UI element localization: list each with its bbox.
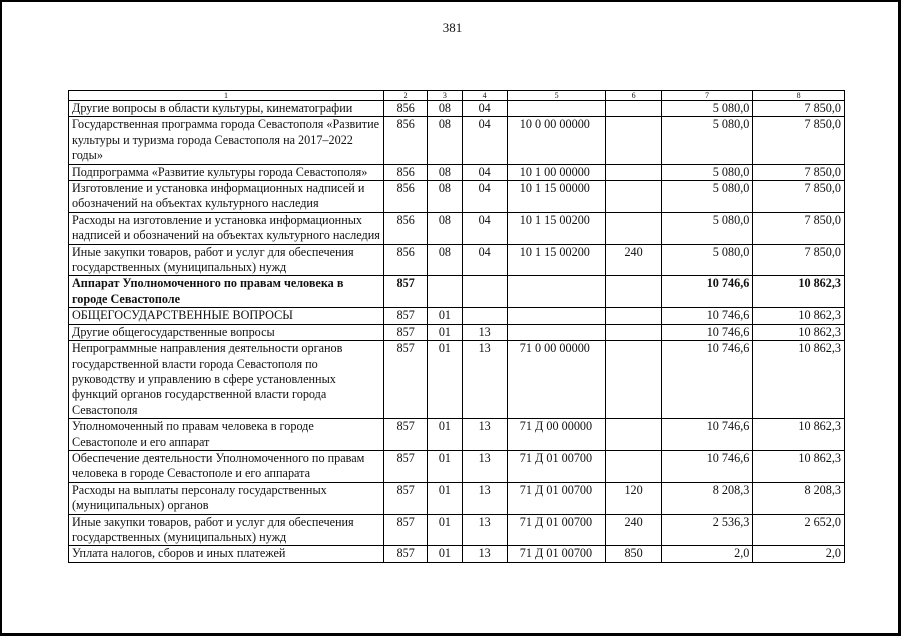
- row-description: Аппарат Уполномоченного по правам человека в городе Севастополе: [69, 276, 384, 308]
- column-number-row: [69, 91, 845, 101]
- expense-type-code: [606, 341, 661, 419]
- amount-year-2: 7 850,0: [753, 101, 845, 117]
- table-row: [69, 244, 845, 276]
- row-description: Непрограммные направления деятельности органов государственной власти города Севастополя по руководству и управлению в сфере установленных функций органов государственной власти города Севастополя: [69, 341, 384, 419]
- target-article-code: [507, 308, 606, 324]
- row-description: ОБЩЕГОСУДАРСТВЕННЫЕ ВОПРОСЫ: [69, 308, 384, 324]
- table-row: [69, 181, 845, 213]
- table-row: [69, 514, 845, 546]
- row-description: Уплата налогов, сборов и иных платежей: [69, 546, 384, 562]
- amount-year-2: 7 850,0: [753, 244, 845, 276]
- target-article-code: 10 1 00 00000: [507, 164, 606, 180]
- target-article-code: 10 1 15 00200: [507, 244, 606, 276]
- amount-year-2: 10 862,3: [753, 419, 845, 451]
- amount-year-1: 10 746,6: [661, 341, 753, 419]
- row-description: Расходы на выплаты персоналу государственных (муниципальных) органов: [69, 482, 384, 514]
- column-number: 3: [428, 91, 462, 101]
- budget-table: [68, 90, 845, 563]
- amount-year-2: 2 652,0: [753, 514, 845, 546]
- expense-type-code: [606, 101, 661, 117]
- expense-type-code: 240: [606, 514, 661, 546]
- section-code: 08: [428, 101, 462, 117]
- table-row: [69, 164, 845, 180]
- column-number: 8: [753, 91, 845, 101]
- target-article-code: 71 Д 01 00700: [507, 450, 606, 482]
- subsection-code: [462, 308, 507, 324]
- expense-type-code: [606, 117, 661, 164]
- section-code: 01: [428, 450, 462, 482]
- expense-type-code: 240: [606, 244, 661, 276]
- amount-year-2: 7 850,0: [753, 212, 845, 244]
- table-row: [69, 482, 845, 514]
- subsection-code: 13: [462, 324, 507, 340]
- page-number: 381: [442, 20, 463, 35]
- target-article-code: 71 Д 00 00000: [507, 419, 606, 451]
- expense-type-code: [606, 276, 661, 308]
- column-number: 4: [462, 91, 507, 101]
- ministry-code: 856: [384, 244, 428, 276]
- expense-type-code: [606, 324, 661, 340]
- row-description: Изготовление и установка информационных надписей и обозначений на объектах культурного наследия: [69, 181, 384, 213]
- amount-year-2: 7 850,0: [753, 164, 845, 180]
- column-number: 6: [606, 91, 661, 101]
- amount-year-1: 5 080,0: [661, 101, 753, 117]
- row-description: Подпрограмма «Развитие культуры города Севастополя»: [69, 164, 384, 180]
- ministry-code: 857: [384, 450, 428, 482]
- row-description: Иные закупки товаров, работ и услуг для обеспечения государственных (муниципальных) нужд: [69, 244, 384, 276]
- row-description: Государственная программа города Севастополя «Развитие культуры и туризма города Севастополя на 2017–2022 годы»: [69, 117, 384, 164]
- ministry-code: 856: [384, 212, 428, 244]
- section-code: 01: [428, 308, 462, 324]
- subsection-code: 13: [462, 514, 507, 546]
- amount-year-1: 5 080,0: [661, 117, 753, 164]
- row-description: Иные закупки товаров, работ и услуг для обеспечения государственных (муниципальных) нужд: [69, 514, 384, 546]
- expense-type-code: [606, 419, 661, 451]
- amount-year-1: 10 746,6: [661, 308, 753, 324]
- table-row: [69, 117, 845, 164]
- column-number: 1: [69, 91, 384, 101]
- amount-year-1: 8 208,3: [661, 482, 753, 514]
- amount-year-1: 10 746,6: [661, 324, 753, 340]
- table-row: [69, 276, 845, 308]
- ministry-code: 857: [384, 341, 428, 419]
- amount-year-2: 10 862,3: [753, 308, 845, 324]
- amount-year-1: 2,0: [661, 546, 753, 562]
- row-description: Обеспечение деятельности Уполномоченного по правам человека в городе Севастополе и его аппарата: [69, 450, 384, 482]
- subsection-code: 13: [462, 450, 507, 482]
- ministry-code: 856: [384, 181, 428, 213]
- ministry-code: 857: [384, 419, 428, 451]
- target-article-code: 71 0 00 00000: [507, 341, 606, 419]
- ministry-code: 856: [384, 117, 428, 164]
- section-code: 08: [428, 212, 462, 244]
- amount-year-2: 10 862,3: [753, 341, 845, 419]
- expense-type-code: 120: [606, 482, 661, 514]
- amount-year-1: 10 746,6: [661, 450, 753, 482]
- section-code: [428, 276, 462, 308]
- column-number: 7: [661, 91, 753, 101]
- expense-type-code: [606, 212, 661, 244]
- subsection-code: 04: [462, 164, 507, 180]
- amount-year-1: 5 080,0: [661, 164, 753, 180]
- row-description: Расходы на изготовление и установка информационных надписей и обозначений на объектах культурного наследия: [69, 212, 384, 244]
- section-code: 01: [428, 482, 462, 514]
- target-article-code: 10 0 00 00000: [507, 117, 606, 164]
- expense-type-code: [606, 164, 661, 180]
- subsection-code: 13: [462, 419, 507, 451]
- target-article-code: 10 1 15 00200: [507, 212, 606, 244]
- target-article-code: [507, 276, 606, 308]
- section-code: 08: [428, 164, 462, 180]
- subsection-code: 04: [462, 117, 507, 164]
- amount-year-1: 5 080,0: [661, 181, 753, 213]
- amount-year-2: 8 208,3: [753, 482, 845, 514]
- column-number: 5: [507, 91, 606, 101]
- table-row: [69, 212, 845, 244]
- row-description: Другие общегосударственные вопросы: [69, 324, 384, 340]
- amount-year-2: 7 850,0: [753, 117, 845, 164]
- target-article-code: [507, 101, 606, 117]
- table-row: [69, 341, 845, 419]
- target-article-code: 71 Д 01 00700: [507, 514, 606, 546]
- amount-year-2: 7 850,0: [753, 181, 845, 213]
- section-code: 08: [428, 117, 462, 164]
- table-row: [69, 419, 845, 451]
- ministry-code: 857: [384, 546, 428, 562]
- section-code: 08: [428, 244, 462, 276]
- target-article-code: 71 Д 01 00700: [507, 546, 606, 562]
- column-number: 2: [384, 91, 428, 101]
- subsection-code: 13: [462, 341, 507, 419]
- expense-type-code: [606, 308, 661, 324]
- section-code: 01: [428, 514, 462, 546]
- subsection-code: 04: [462, 101, 507, 117]
- target-article-code: [507, 324, 606, 340]
- ministry-code: 857: [384, 308, 428, 324]
- ministry-code: 857: [384, 324, 428, 340]
- table-row: [69, 450, 845, 482]
- table-row: [69, 101, 845, 117]
- ministry-code: 857: [384, 482, 428, 514]
- ministry-code: 856: [384, 101, 428, 117]
- row-description: Другие вопросы в области культуры, кинематографии: [69, 101, 384, 117]
- subsection-code: 13: [462, 482, 507, 514]
- ministry-code: 857: [384, 276, 428, 308]
- section-code: 08: [428, 181, 462, 213]
- table-row: [69, 308, 845, 324]
- amount-year-1: 2 536,3: [661, 514, 753, 546]
- subsection-code: 04: [462, 181, 507, 213]
- amount-year-2: 10 862,3: [753, 450, 845, 482]
- section-code: 01: [428, 324, 462, 340]
- amount-year-1: 5 080,0: [661, 244, 753, 276]
- amount-year-2: 10 862,3: [753, 324, 845, 340]
- amount-year-1: 10 746,6: [661, 419, 753, 451]
- target-article-code: 71 Д 01 00700: [507, 482, 606, 514]
- expense-type-code: [606, 181, 661, 213]
- budget-table-body: [69, 91, 845, 563]
- amount-year-1: 5 080,0: [661, 212, 753, 244]
- amount-year-2: 2,0: [753, 546, 845, 562]
- subsection-code: 04: [462, 244, 507, 276]
- expense-type-code: [606, 450, 661, 482]
- target-article-code: 10 1 15 00000: [507, 181, 606, 213]
- row-description: Уполномоченный по правам человека в городе Севастополе и его аппарат: [69, 419, 384, 451]
- subsection-code: 04: [462, 212, 507, 244]
- table-row: [69, 324, 845, 340]
- ministry-code: 857: [384, 514, 428, 546]
- subsection-code: [462, 276, 507, 308]
- expense-type-code: 850: [606, 546, 661, 562]
- section-code: 01: [428, 419, 462, 451]
- ministry-code: 856: [384, 164, 428, 180]
- amount-year-1: 10 746,6: [661, 276, 753, 308]
- amount-year-2: 10 862,3: [753, 276, 845, 308]
- section-code: 01: [428, 341, 462, 419]
- table-row: [69, 546, 845, 562]
- subsection-code: 13: [462, 546, 507, 562]
- section-code: 01: [428, 546, 462, 562]
